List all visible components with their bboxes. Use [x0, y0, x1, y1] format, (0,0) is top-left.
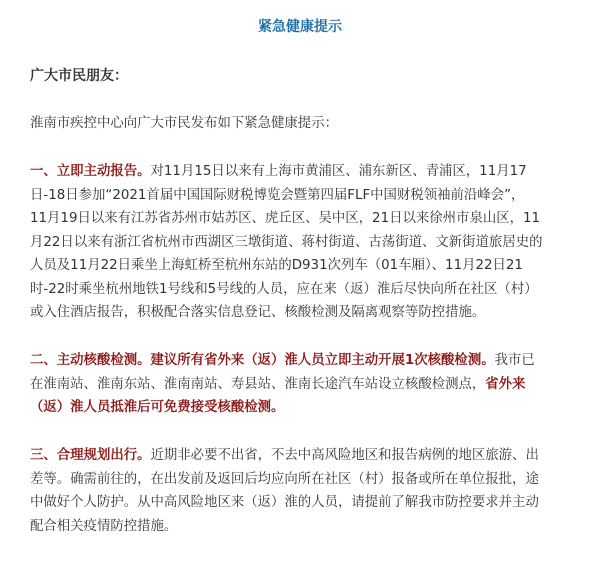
section-nucleic-test	[30, 349, 574, 420]
body-text: 或入住酒店报告，积极配合落实信息登记、核酸检测及隔离观察等防控措施。	[30, 305, 486, 320]
greeting: 广大市民朋友：	[30, 68, 128, 84]
paragraph-line	[30, 160, 574, 184]
body-text: 近期非必要不出省，不去中高风险地区和报告病例的地区旅游、出	[150, 448, 539, 463]
body-text: 日-18日参加“2021首届中国国际财税博览会暨第四届FLF中国财税领袖前沿峰会”，	[30, 187, 525, 203]
section-report	[30, 160, 574, 325]
highlighted-text: （返）淮人员抵淮后可免费接受核酸检测。	[30, 400, 285, 415]
page-title: 紧急健康提示	[258, 19, 342, 35]
body-text: 中做好个人防护。从中高风险地区来（返）淮的人员，请提前了解我市防控要求并主动	[30, 495, 539, 510]
paragraph-line	[30, 373, 574, 397]
paragraph-line	[30, 468, 574, 492]
paragraph-line	[30, 184, 574, 208]
paragraph-line	[30, 231, 574, 255]
highlighted-text: 三、合理规划出行。	[30, 448, 151, 463]
paragraph-line	[30, 444, 574, 468]
highlighted-text: 省外来	[485, 376, 526, 392]
paragraph-line	[30, 301, 574, 325]
body-text: 在淮南站、淮南东站、淮南南站、寿县站、淮南长途汽车站设立核酸检测点，	[30, 376, 486, 392]
paragraph-line	[30, 515, 574, 539]
body-text: 我市已	[494, 353, 535, 368]
paragraph-line	[30, 278, 574, 302]
paragraph-line	[30, 396, 574, 420]
body-text: 对11月15日以来有上海市黄浦区、浦东新区、青浦区，11月17	[150, 164, 527, 179]
body-text: 人员及11月22日乘坐上海虹桥至杭州东站的D931次列车（01车厢）、11月22日21	[30, 258, 523, 273]
intro-paragraph: 淮南市疾控中心向广大市民发布如下紧急健康提示：	[30, 116, 338, 131]
section-travel	[30, 444, 574, 538]
body-text: 差等。确需前往的，在出发前及返回后均应向所在社区（村）报备或所在单位报批，途	[30, 471, 539, 487]
highlighted-text: 一、立即主动报告。	[30, 164, 151, 179]
paragraph-line	[30, 207, 574, 231]
highlighted-text: 二、主动核酸检测。建议所有省外来（返）淮人员立即主动开展1次核酸检测。	[30, 353, 495, 368]
body-text: 配合相关疫情防控措施。	[30, 518, 178, 534]
body-text: 时-22时乘坐杭州地铁1号线和5号线的人员，应在来（返）淮后尽快向所在社区（村）	[30, 281, 538, 297]
paragraph-line	[30, 349, 574, 373]
body-text: 11月19日以来有江苏省苏州市姑苏区、虎丘区、吴中区，21日以来徐州市泉山区，11	[30, 211, 541, 226]
paragraph-line	[30, 491, 574, 515]
body-text: 月22日以来有浙江省杭州市西湖区三墩街道、蒋村街道、古荡街道、文新街道旅居史的	[30, 234, 543, 250]
paragraph-line	[30, 254, 574, 278]
